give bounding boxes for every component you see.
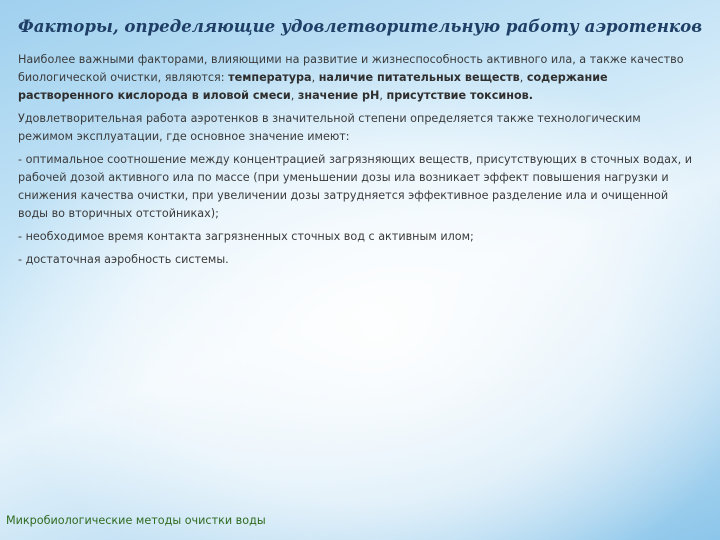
factor-oxygen: содержание растворенного кислорода в иловой смеси [18, 71, 608, 102]
factor-toxins: присутствие токсинов [386, 89, 529, 102]
list-item: - необходимое время контакта загрязненных сточных вод с активным илом; [18, 230, 474, 243]
paragraph-factors: Наиболее важными факторами, влияющими на развитие и жизнеспособность активного ила, а также качество биологической очистки, являются: температура, наличие питательных веществ, содержание растворенного кислорода в иловой смеси, значение рН, присутствие токсинов. [18, 53, 684, 102]
slide-content [18, 51, 698, 274]
factor-ph: значение рН [297, 89, 380, 102]
list-item: - оптимальное соотношение между концентрацией загрязняющих веществ, присутствующих в сточных водах, и рабочей дозой активного ила по массе (при уменьшении дозы ила возникает эффект повышения нагрузки и снижения качества очистки, при увеличении дозы затрудняется эффективное разделение ила и очищенной воды во вторичных отстойниках); [18, 153, 693, 220]
factor-nutrients: наличие питательных веществ [318, 71, 520, 84]
paragraph-regime: Удовлетворительная работа аэротенков в значительной степени определяется также технологическим режимом эксплуатации, где основное значение имеют: [18, 112, 641, 143]
slide-footer: Микробиологические методы очистки воды [6, 514, 266, 527]
list-item: - достаточная аэробность системы. [18, 253, 229, 266]
factor-temperature: температура [228, 71, 312, 84]
slide-title: Факторы, определяющие удовлетворительную работу аэротенков [18, 16, 703, 36]
factors-intro: Наиболее важными факторами, влияющими на развитие и жизнеспособность активного ила, а также качество биологической очистки, являются: [18, 53, 684, 84]
